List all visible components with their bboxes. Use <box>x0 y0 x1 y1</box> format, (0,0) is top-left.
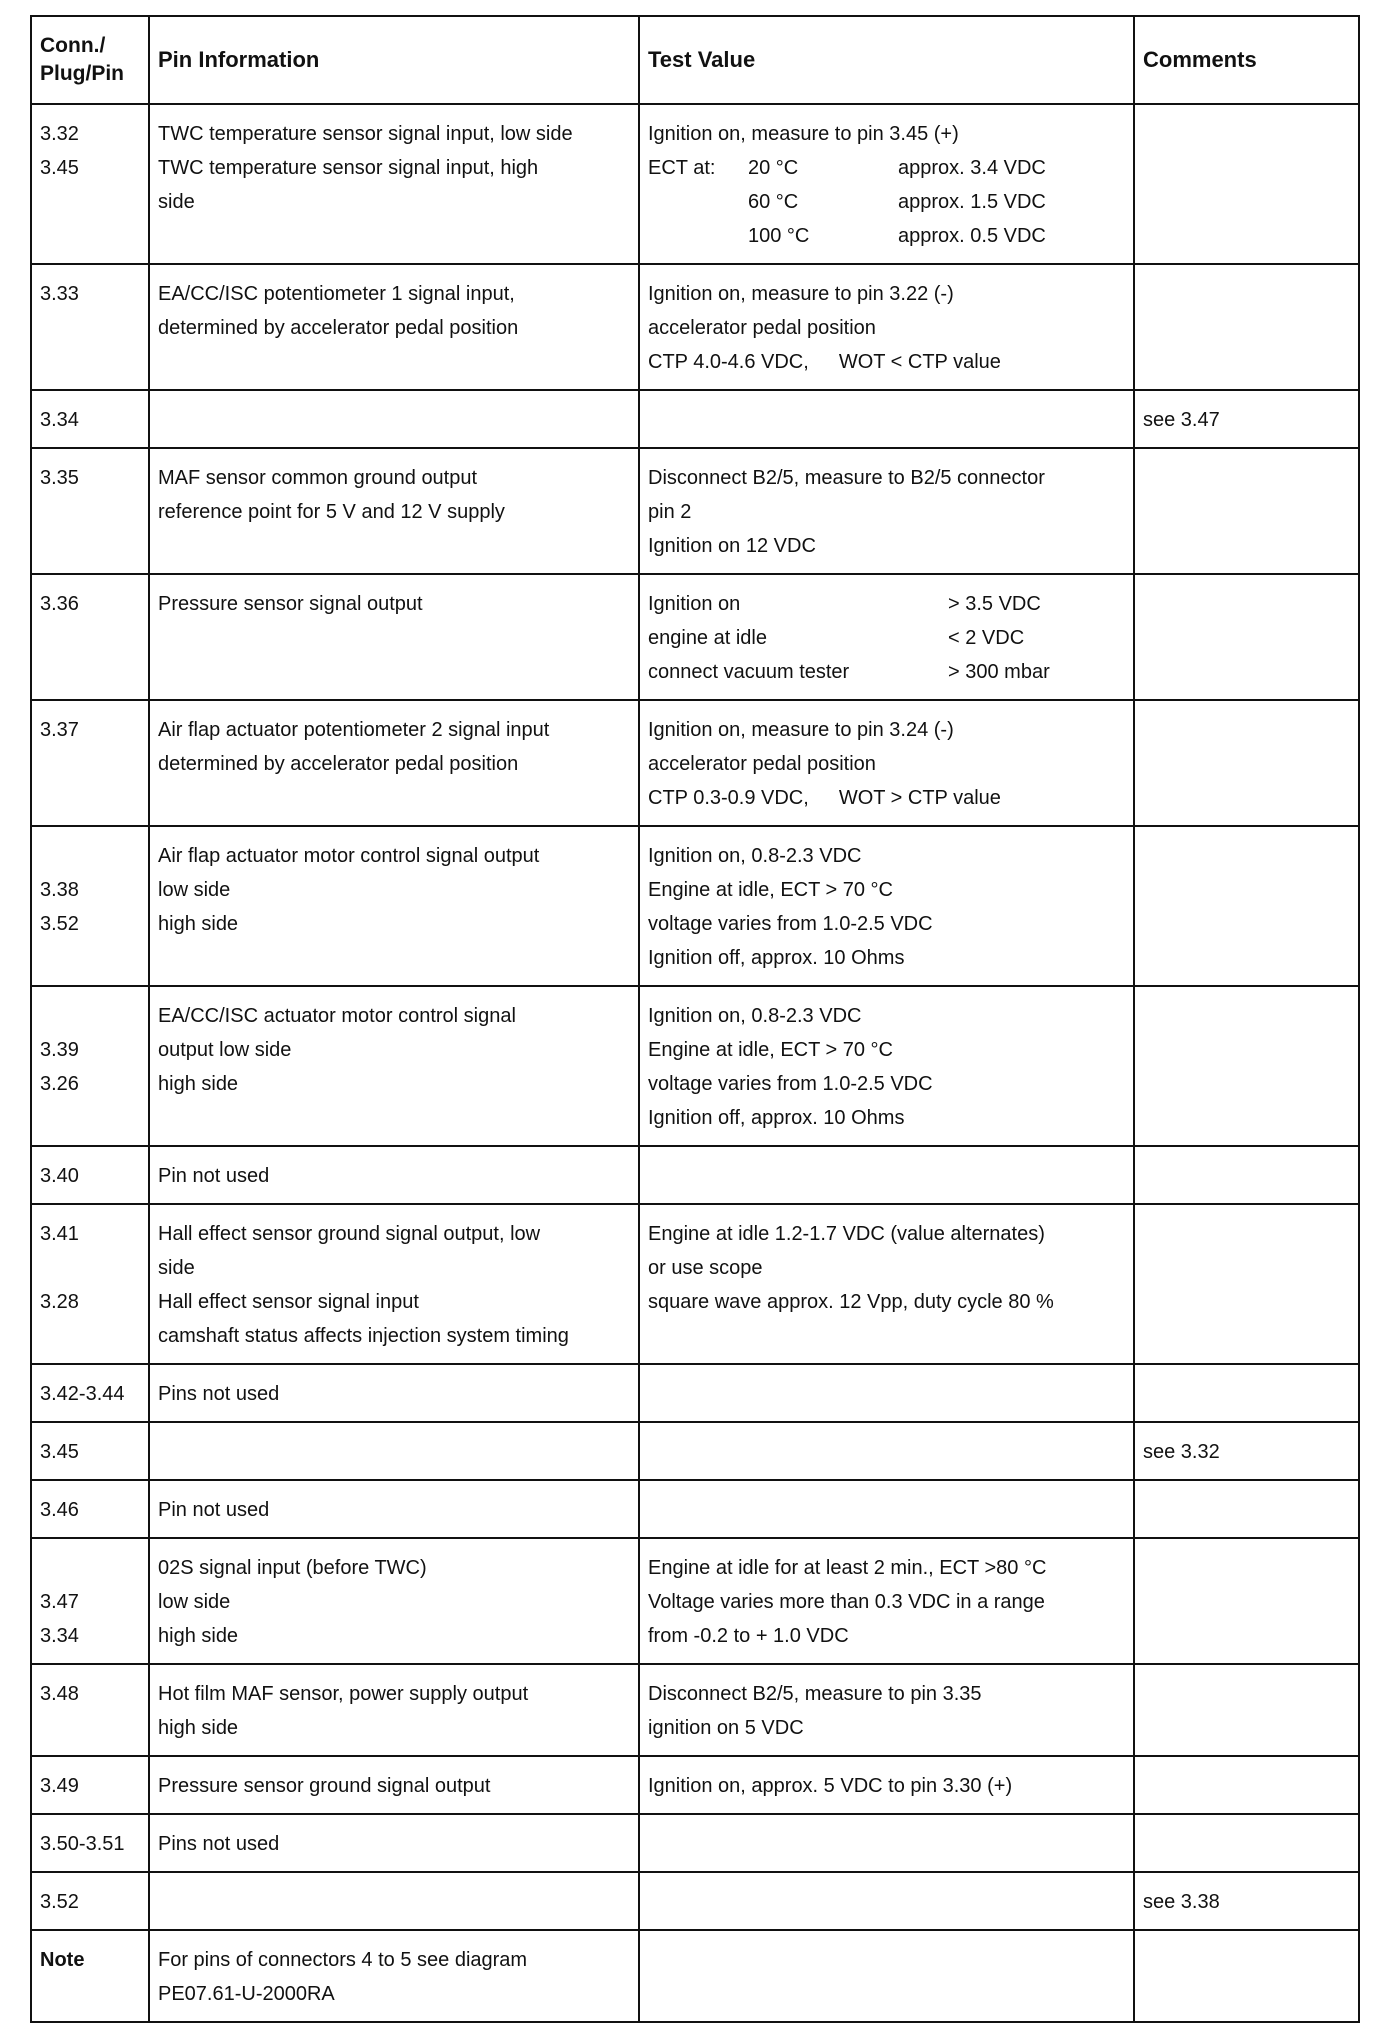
pin-cell <box>31 700 149 826</box>
info-line: high side <box>158 913 239 935</box>
comment-cell <box>1134 390 1359 448</box>
table-header-row <box>31 16 1359 104</box>
ect-value: approx. 1.5 VDC <box>898 191 1046 213</box>
ect-temp: 20 °C <box>748 157 799 179</box>
test-condition: engine at idle <box>648 627 767 649</box>
info-line: Pin not used <box>158 1499 270 1521</box>
info-cell <box>149 826 639 986</box>
test-cell <box>639 1146 1134 1204</box>
pin-cell <box>31 1872 149 1930</box>
table-row-note <box>31 1930 1359 2022</box>
pin: 3.34 <box>40 409 79 431</box>
info-line: low side <box>158 879 231 901</box>
test-line: square wave approx. 12 Vpp, duty cycle 80 % <box>648 1291 1054 1313</box>
pin: 3.26 <box>40 1073 79 1095</box>
header-pin: Conn./ Plug/Pin <box>31 16 149 104</box>
info-cell <box>149 1204 639 1364</box>
comment-cell <box>1134 986 1359 1146</box>
pin: 3.52 <box>40 913 79 935</box>
test-cell <box>639 104 1134 264</box>
info-cell <box>149 1480 639 1538</box>
info-cell <box>149 1364 639 1422</box>
pin: 3.47 <box>40 1591 79 1613</box>
info-cell <box>149 1538 639 1664</box>
comment-cell <box>1134 1146 1359 1204</box>
test-cell <box>639 390 1134 448</box>
pin-cell <box>31 1814 149 1872</box>
info-cell <box>149 1814 639 1872</box>
table-row <box>31 1146 1359 1204</box>
info-cell <box>149 700 639 826</box>
wot-value: WOT < CTP value <box>838 351 1001 373</box>
comment-cell <box>1134 1664 1359 1756</box>
test-line: Disconnect B2/5, measure to pin 3.35 <box>648 1683 982 1705</box>
pin: 3.45 <box>40 157 79 179</box>
pin-cell <box>31 1364 149 1422</box>
test-cell <box>639 448 1134 574</box>
test-line: Engine at idle 1.2-1.7 VDC (value alternates) <box>648 1223 1045 1245</box>
comment-cell <box>1134 448 1359 574</box>
info-line: Hall effect sensor signal input <box>158 1291 419 1313</box>
test-cell <box>639 264 1134 390</box>
pin: 3.48 <box>40 1683 79 1705</box>
test-line: Ignition on, measure to pin 3.45 (+) <box>648 123 959 145</box>
pin: 3.35 <box>40 467 79 489</box>
test-line: Ignition on, 0.8-2.3 VDC <box>648 845 862 867</box>
info-line: TWC temperature sensor signal input, low side <box>158 123 573 145</box>
info-line: Air flap actuator potentiometer 2 signal input <box>158 719 550 741</box>
pin-cell <box>31 264 149 390</box>
info-line: high side <box>158 1717 239 1739</box>
test-line: ignition on 5 VDC <box>648 1717 804 1739</box>
test-cell <box>639 986 1134 1146</box>
test-cell <box>639 1538 1134 1664</box>
info-line: EA/CC/ISC potentiometer 1 signal input, <box>158 283 515 305</box>
info-line: TWC temperature sensor signal input, high <box>158 157 539 179</box>
table-row <box>31 448 1359 574</box>
info-line: MAF sensor common ground output <box>158 467 478 489</box>
test-line: voltage varies from 1.0-2.5 VDC <box>648 1073 933 1095</box>
table-row <box>31 1422 1359 1480</box>
test-cell <box>639 1364 1134 1422</box>
ect-temp: 60 °C <box>748 191 799 213</box>
pin-cell <box>31 1664 149 1756</box>
table-row <box>31 1480 1359 1538</box>
info-cell <box>149 390 639 448</box>
pin: 3.52 <box>40 1891 79 1913</box>
note-line: For pins of connectors 4 to 5 see diagram <box>158 1949 528 1971</box>
test-line: Ignition on, measure to pin 3.24 (-) <box>648 719 954 741</box>
info-line: determined by accelerator pedal position <box>158 317 519 339</box>
comment-cell <box>1134 1538 1359 1664</box>
info-cell <box>149 1756 639 1814</box>
info-line: high side <box>158 1073 239 1095</box>
pin: 3.37 <box>40 719 79 741</box>
pin-cell <box>31 390 149 448</box>
info-line: output low side <box>158 1039 292 1061</box>
note-line: PE07.61-U-2000RA <box>158 1983 335 2005</box>
pin: 3.36 <box>40 593 79 615</box>
table-row <box>31 1664 1359 1756</box>
ect-label: ECT at: <box>648 157 716 179</box>
test-line: accelerator pedal position <box>648 753 876 775</box>
info-line: reference point for 5 V and 12 V supply <box>158 501 505 523</box>
ect-value: approx. 0.5 VDC <box>898 225 1046 247</box>
test-line: Ignition on, measure to pin 3.22 (-) <box>648 283 954 305</box>
info-cell <box>149 1872 639 1930</box>
pin: 3.33 <box>40 283 79 305</box>
pin: 3.41 <box>40 1223 79 1245</box>
table-row <box>31 390 1359 448</box>
info-line: Pins not used <box>158 1833 280 1855</box>
test-cell <box>639 700 1134 826</box>
test-condition: connect vacuum tester <box>648 661 850 683</box>
info-line: low side <box>158 1591 231 1613</box>
table-row <box>31 986 1359 1146</box>
table-row <box>31 1204 1359 1364</box>
info-line: high side <box>158 1625 239 1647</box>
info-line: determined by accelerator pedal position <box>158 753 519 775</box>
test-line: Engine at idle, ECT > 70 °C <box>648 1039 893 1061</box>
pin-cell <box>31 826 149 986</box>
table-row <box>31 826 1359 986</box>
pin-cell <box>31 448 149 574</box>
pin: 3.34 <box>40 1625 79 1647</box>
info-cell <box>149 986 639 1146</box>
info-cell <box>149 574 639 700</box>
info-cell <box>149 1146 639 1204</box>
pin <box>40 1251 140 1285</box>
test-line: Ignition on 12 VDC <box>648 535 816 557</box>
header-test-value: Test Value <box>639 16 1134 104</box>
pin-cell <box>31 1204 149 1364</box>
info-cell <box>149 448 639 574</box>
test-line: Ignition off, approx. 10 Ohms <box>648 947 905 969</box>
test-line: Engine at idle for at least 2 min., ECT >80 °C <box>648 1557 1047 1579</box>
table-row <box>31 1756 1359 1814</box>
info-line: Hot film MAF sensor, power supply output <box>158 1683 529 1705</box>
test-line: voltage varies from 1.0-2.5 VDC <box>648 913 933 935</box>
pin-cell <box>31 986 149 1146</box>
wot-value: WOT > CTP value <box>838 787 1001 809</box>
comment: see 3.38 <box>1143 1891 1220 1913</box>
info-cell <box>149 1930 639 2022</box>
test-line: Engine at idle, ECT > 70 °C <box>648 879 893 901</box>
comment: see 3.32 <box>1143 1441 1220 1463</box>
info-cell <box>149 264 639 390</box>
pin: 3.28 <box>40 1291 79 1313</box>
test-cell <box>639 1422 1134 1480</box>
test-cell <box>639 1814 1134 1872</box>
comment-cell <box>1134 1204 1359 1364</box>
ect-value: approx. 3.4 VDC <box>898 157 1046 179</box>
pin: 3.40 <box>40 1165 79 1187</box>
comment-cell <box>1134 1364 1359 1422</box>
comment-cell <box>1134 1872 1359 1930</box>
comment-cell <box>1134 104 1359 264</box>
table-row <box>31 264 1359 390</box>
test-value: > 3.5 VDC <box>948 593 1041 615</box>
test-condition: Ignition on <box>648 593 741 615</box>
pin-cell <box>31 1480 149 1538</box>
test-value: < 2 VDC <box>948 627 1025 649</box>
test-cell <box>639 1204 1134 1364</box>
header-pin-information: Pin Information <box>149 16 639 104</box>
pin <box>40 999 140 1033</box>
info-line: 02S signal input (before TWC) <box>158 1557 427 1579</box>
pin: 3.38 <box>40 879 79 901</box>
info-line: side <box>158 1257 195 1279</box>
comment-cell <box>1134 1422 1359 1480</box>
info-cell <box>149 1422 639 1480</box>
pin: 3.49 <box>40 1775 79 1797</box>
table-row <box>31 700 1359 826</box>
header-comments: Comments <box>1134 16 1359 104</box>
info-line: camshaft status affects injection system timing <box>158 1325 569 1347</box>
pin: 3.45 <box>40 1441 79 1463</box>
info-line: EA/CC/ISC actuator motor control signal <box>158 1005 516 1027</box>
test-cell <box>639 574 1134 700</box>
test-cell <box>639 826 1134 986</box>
table-row <box>31 104 1359 264</box>
ctp-value: CTP 0.3-0.9 VDC, <box>648 787 809 809</box>
test-line: Ignition on, 0.8-2.3 VDC <box>648 1005 862 1027</box>
table-row <box>31 1872 1359 1930</box>
test-cell <box>639 1872 1134 1930</box>
test-cell <box>639 1664 1134 1756</box>
pin-cell <box>31 574 149 700</box>
pin-table <box>30 15 1360 2023</box>
pin: 3.46 <box>40 1499 79 1521</box>
pin-cell <box>31 1146 149 1204</box>
table-row <box>31 574 1359 700</box>
pin: 3.50-3.51 <box>40 1833 125 1855</box>
pin-cell <box>31 104 149 264</box>
pin-cell <box>31 1538 149 1664</box>
test-line: Ignition on, approx. 5 VDC to pin 3.30 (+) <box>648 1775 1013 1797</box>
comment-cell <box>1134 1930 1359 2022</box>
pin <box>40 1551 140 1585</box>
test-line: accelerator pedal position <box>648 317 876 339</box>
comment-cell <box>1134 826 1359 986</box>
info-line: Air flap actuator motor control signal output <box>158 845 540 867</box>
comment-cell <box>1134 574 1359 700</box>
info-cell <box>149 104 639 264</box>
info-line: Pin not used <box>158 1165 270 1187</box>
comment-cell <box>1134 1756 1359 1814</box>
pin-table-page <box>30 15 1358 2023</box>
pin: 3.42-3.44 <box>40 1383 125 1405</box>
test-line: pin 2 <box>648 501 692 523</box>
test-cell <box>639 1480 1134 1538</box>
pin: 3.32 <box>40 123 79 145</box>
test-value: > 300 mbar <box>948 661 1050 683</box>
pin: 3.39 <box>40 1039 79 1061</box>
ctp-value: CTP 4.0-4.6 VDC, <box>648 351 809 373</box>
test-cell <box>639 1756 1134 1814</box>
comment-cell <box>1134 700 1359 826</box>
test-line: Ignition off, approx. 10 Ohms <box>648 1107 905 1129</box>
info-line: Hall effect sensor ground signal output, low <box>158 1223 541 1245</box>
test-line: Voltage varies more than 0.3 VDC in a range <box>648 1591 1045 1613</box>
note-label-cell <box>31 1930 149 2022</box>
info-cell <box>149 1664 639 1756</box>
test-line: or use scope <box>648 1257 763 1279</box>
pin-cell <box>31 1756 149 1814</box>
info-line: side <box>158 191 195 213</box>
info-line: Pressure sensor ground signal output <box>158 1775 491 1797</box>
pin-cell <box>31 1422 149 1480</box>
comment-cell <box>1134 1480 1359 1538</box>
pin <box>40 839 140 873</box>
comment-cell <box>1134 264 1359 390</box>
test-line: from -0.2 to + 1.0 VDC <box>648 1625 849 1647</box>
table-row <box>31 1814 1359 1872</box>
info-line: Pins not used <box>158 1383 280 1405</box>
ect-temp: 100 °C <box>748 225 810 247</box>
comment: see 3.47 <box>1143 409 1220 431</box>
comment-cell <box>1134 1814 1359 1872</box>
table-row <box>31 1538 1359 1664</box>
test-line: Disconnect B2/5, measure to B2/5 connector <box>648 467 1045 489</box>
info-line: Pressure sensor signal output <box>158 593 423 615</box>
test-cell <box>639 1930 1134 2022</box>
table-row <box>31 1364 1359 1422</box>
note-label: Note <box>40 1949 85 1971</box>
